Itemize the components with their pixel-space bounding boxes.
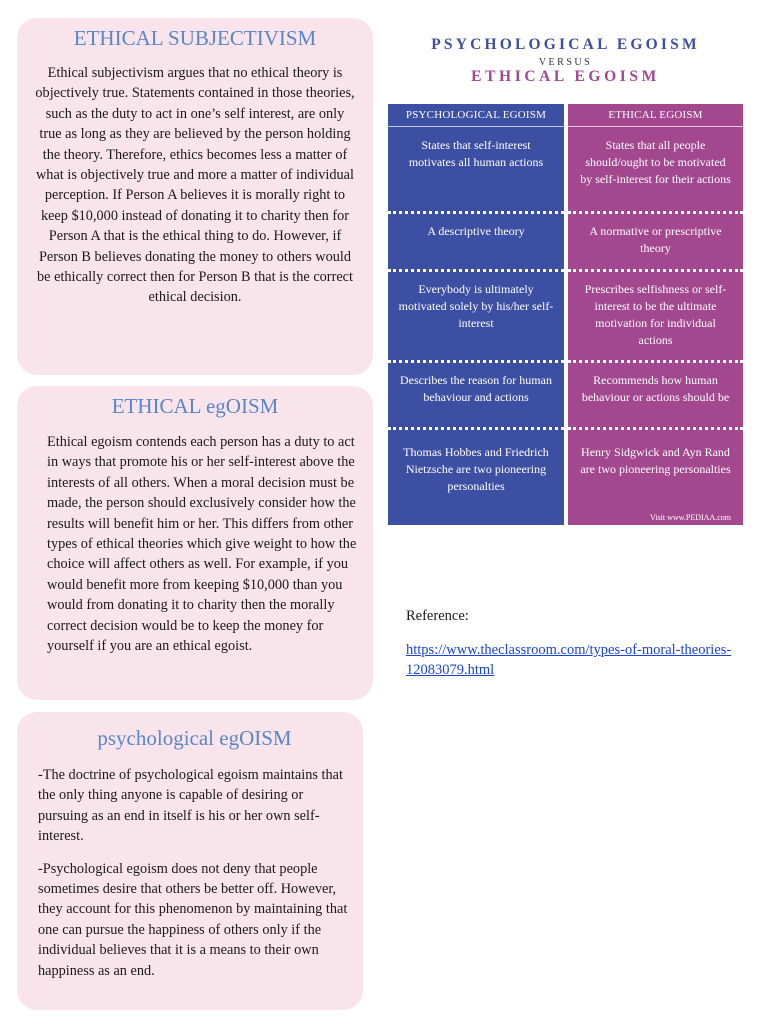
comparison-cell-left: Thomas Hobbes and Friedrich Nietzsche are two pioneering personalties <box>403 445 549 493</box>
infographic-title-left: PSYCHOLOGICAL EGOISM <box>431 36 700 53</box>
ethical-subjectivism-body: Ethical subjectivism argues that no ethical theory is objectively true. Statements contained in those theories, such as the duty to act in one’s self interest, are only true as long as they are believed by the person holding the theory. Therefore, ethics becomes less a matter of what is objectively true and more a matter of individual perception. If Person A believes it is morally right to keep $10,000 instead of donating it to charity then for Person A that is the ethical thing to do. However, if Person B believes donating the money to others would be ethically correct then for Person B that is the correct ethical decision. <box>35 65 355 306</box>
dotted-divider <box>568 211 743 214</box>
ethical-egoism-column <box>568 104 743 525</box>
comparison-infographic <box>388 36 743 526</box>
comparison-cell-right: Recommends how human behaviour or actions should be <box>581 373 730 404</box>
ethical-egoism-card <box>17 386 373 700</box>
pediaa-credit: Visit www.PEDIAA.com <box>650 513 731 522</box>
comparison-cell-right: Henry Sidgwick and Ayn Rand are two pioneering personalties <box>580 445 731 476</box>
infographic-title-right: ETHICAL EGOISM <box>471 68 660 85</box>
comparison-cell-left: States that self-interest motivates all human actions <box>408 138 544 169</box>
psychological-egoism-column <box>388 104 564 525</box>
infographic-header <box>388 36 743 86</box>
column-header-left: PSYCHOLOGICAL EGOISM <box>388 104 564 127</box>
dotted-divider <box>568 427 743 430</box>
dotted-divider <box>388 269 564 272</box>
comparison-table <box>388 104 743 525</box>
column-header-right: ETHICAL EGOISM <box>568 104 743 127</box>
infographic-versus: VERSUS <box>538 57 593 68</box>
comparison-cell-left: Everybody is ultimately motivated solely by his/her self-interest <box>398 282 554 330</box>
psychological-egoism-para-1: -The doctrine of psychological egoism maintains that the only thing anyone is capable of desiring or pursuing as an end in itself is his or her own self-interest. <box>38 767 343 845</box>
ethical-subjectivism-title: ETHICAL SUBJECTIVISM <box>73 26 317 50</box>
ethical-egoism-body: Ethical egoism contends each person has a duty to act in ways that promote his or her self-interest above the interests of all others. When a moral decision must be made, the person should exclusively consider how the results will benefit him or her. This differs from other types of ethical theories which give weight to how the choice will affect others as well. For example, if you would benefit more from keeping $10,000 than you would from donating it to charity then the morally correct decision would be to keep the money for yourself if you are an ethical egoist. <box>47 434 357 655</box>
ethical-subjectivism-card <box>17 18 373 375</box>
psychological-egoism-card <box>17 712 363 1010</box>
dotted-divider <box>388 427 564 430</box>
dotted-divider <box>388 211 564 214</box>
dotted-divider <box>388 360 564 363</box>
psychological-egoism-para-2: -Psychological egoism does not deny that people sometimes desire that others be better off. However, they account for this phenomenon by maintaining that one can pursue the happiness of others only if the individual believes that it is a means to their own happiness as an end. <box>38 860 348 979</box>
comparison-cell-right: Prescribes selfishness or self-interest to be the ultimate motivation for individual actions <box>584 282 727 347</box>
dotted-divider <box>568 269 743 272</box>
ethical-egoism-title: ETHICAL egOISM <box>111 394 279 418</box>
comparison-cell-right: A normative or prescriptive theory <box>589 224 722 255</box>
reference-section <box>406 606 746 680</box>
psychological-egoism-title: psychological egOISM <box>97 726 292 750</box>
reference-label: Reference: <box>406 608 469 624</box>
reference-link[interactable]: https://www.theclassroom.com/types-of-moral-theories-12083079.html <box>406 642 732 678</box>
comparison-cell-left: A descriptive theory <box>427 224 525 238</box>
comparison-cell-left: Describes the reason for human behaviour and actions <box>400 373 552 404</box>
dotted-divider <box>568 360 743 363</box>
comparison-cell-right: States that all people should/ought to be motivated by self-interest for their actions <box>580 138 731 186</box>
